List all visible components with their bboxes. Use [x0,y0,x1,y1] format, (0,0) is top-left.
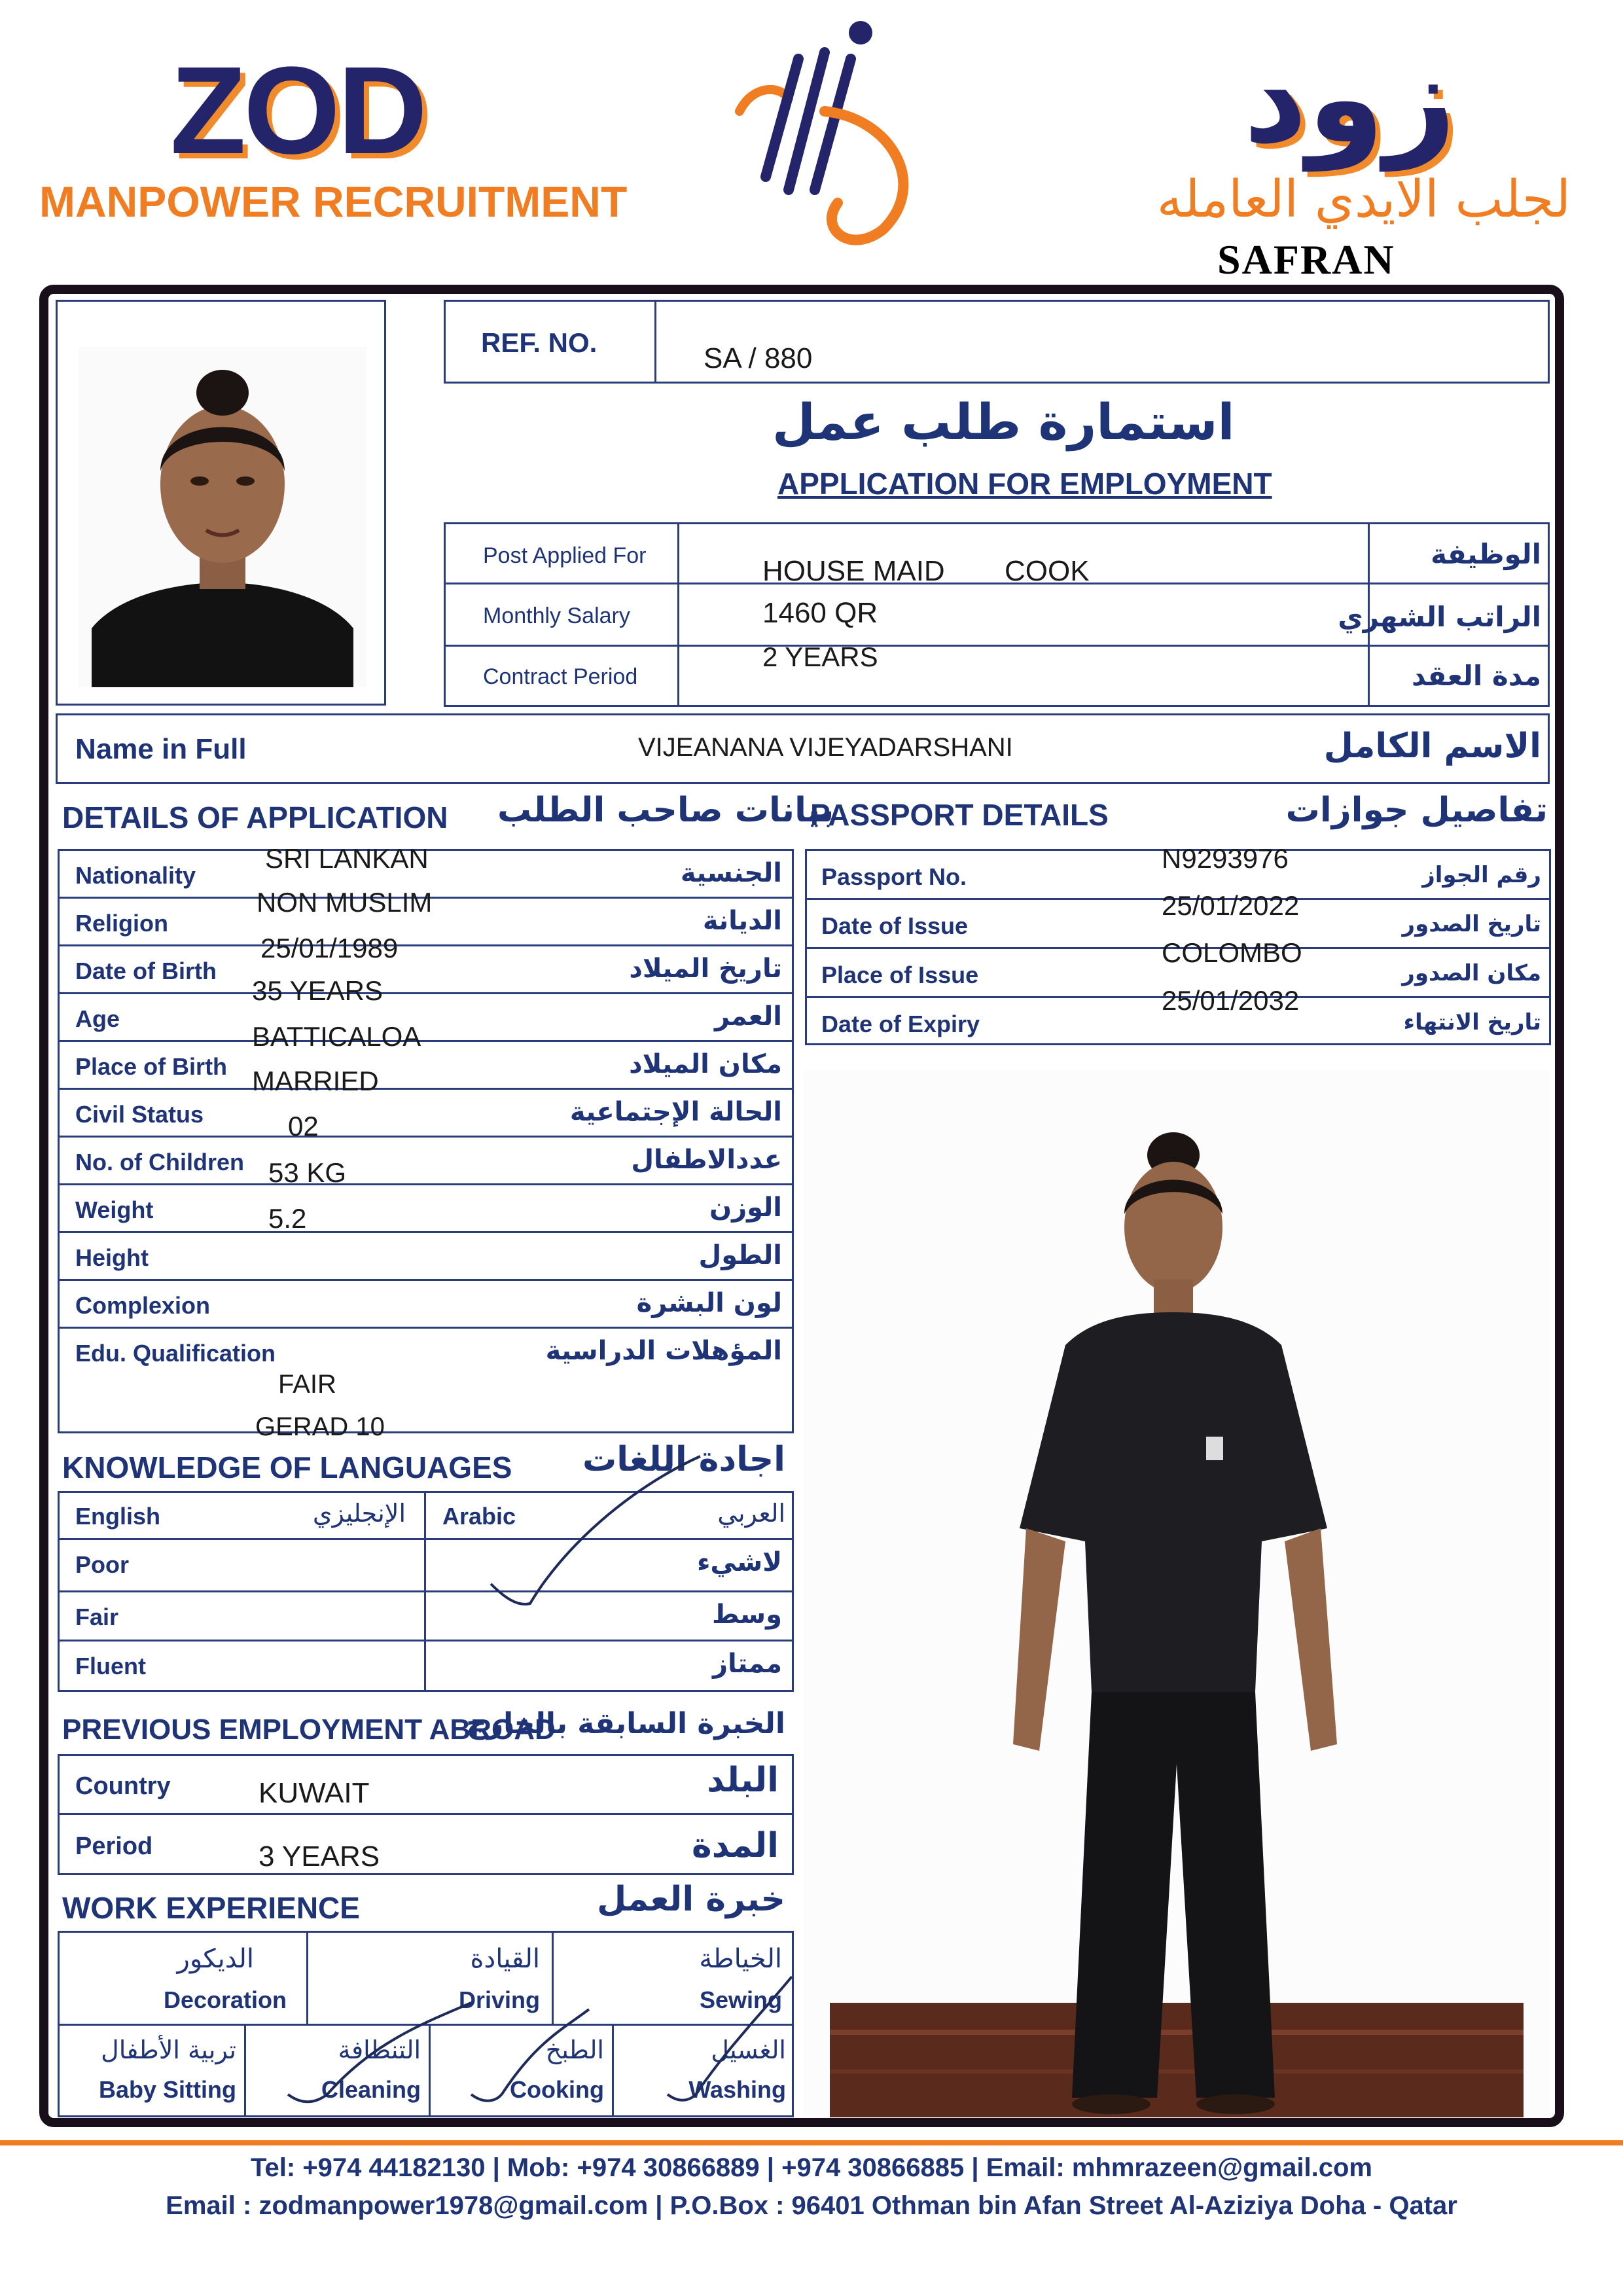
details-row-value: 35 YEARS [252,975,383,1006]
passport-row-label: Date of Expiry [821,1011,980,1037]
details-row-divider [58,1279,794,1281]
footer-divider [0,2140,1623,2145]
details-row-label-arabic: الديانة [702,906,782,936]
brand-logo-icon [726,13,936,262]
details-row-label-arabic: عددالاطفال [631,1145,782,1175]
details-row-divider [58,1088,794,1090]
details-row-label: Age [75,1005,120,1032]
details-row-label-arabic: العمر [714,1001,782,1031]
passport-row-label: Date of Issue [821,912,969,939]
work-item-label: Cooking [510,2076,604,2103]
name-value: VIJEANANA VIJEYADARSHANI [638,733,1013,762]
details-row-value: 02 [288,1111,319,1141]
post-label: Post Applied For [483,543,647,568]
passport-row-value: 25/01/2022 [1162,890,1300,921]
brand-subtitle: MANPOWER RECRUITMENT [39,177,628,226]
details-row-divider [58,1183,794,1185]
english-label-arabic: الإنجليزي [312,1499,406,1528]
passport-row-label: Passport No. [821,863,967,890]
arabic-label: Arabic [442,1503,516,1530]
details-row-label: Weight [75,1196,154,1223]
details-row-label: Edu. Qualification [75,1340,276,1367]
edu-value: GERAD 10 [255,1412,385,1441]
details-row-divider [58,992,794,994]
work-item-label: Baby Sitting [98,2076,236,2103]
arabic-fair-check-icon [484,1450,707,1613]
details-row-label-arabic: الوزن [709,1193,782,1223]
english-label: English [75,1503,161,1530]
details-row-label: Nationality [75,862,196,889]
passport-row-label-arabic: مكان الصدور [1402,960,1541,986]
passport-row-label-arabic: تاريخ الصدور [1402,911,1541,937]
form-title-english: APPLICATION FOR EMPLOYMENT [777,467,1272,501]
ref-value: SA / 880 [704,342,813,374]
footer-line-1: Tel: +974 44182130 | Mob: +974 30866889 | +974 30866885 | Email: mhmrazeen@gmail.com [251,2153,1372,2182]
work-item-label: Decoration [163,1986,287,2013]
details-section-title-arabic: بيانات صاحب الطلب [497,791,834,830]
language-level-label-arabic: لاشيء [696,1547,782,1577]
details-row-value: 5.2 [268,1203,307,1234]
language-level-label: Fluent [75,1653,146,1679]
language-level-label: Fair [75,1604,119,1630]
details-row-label-arabic: مكان الميلاد [629,1049,782,1079]
details-row-divider [58,1231,794,1233]
period-value: 3 YEARS [259,1840,380,1873]
post-label-arabic: الوظيفة [1431,538,1541,570]
period-label-arabic: المدة [692,1826,779,1865]
language-level-label-arabic: ممتاز [713,1649,782,1679]
passport-row-value: COLOMBO [1162,937,1302,968]
work-section-title-arabic: خبرة العمل [597,1880,785,1919]
contract-label: Contract Period [483,664,638,689]
work-item-arabic: الغسيل [711,2036,786,2064]
previous-section-title-arabic: الخبرة السابقة بالخارج [466,1707,785,1740]
salary-value: 1460 QR [762,597,878,629]
previous-section-title: PREVIOUS EMPLOYMENT ABROAD [62,1713,556,1746]
details-row-label-arabic: الجنسية [680,858,782,888]
form-title-arabic: استمارة طلب عمل [772,393,1235,451]
language-level-label-arabic: وسط [711,1600,782,1630]
details-row-divider [58,1327,794,1329]
details-section-title: DETAILS OF APPLICATION [62,800,448,834]
details-row-divider [58,944,794,946]
work-item-arabic: التنظافة [338,2036,421,2064]
period-label: Period [75,1833,153,1860]
passport-row-label: Place of Issue [821,961,979,988]
work-item-label: Cleaning [321,2076,421,2103]
work-item-label: Washing [688,2076,786,2103]
salary-label: Monthly Salary [483,603,630,628]
contract-label-arabic: مدة العقد [1411,660,1541,692]
details-row-label: Date of Birth [75,958,217,984]
applicant-full-photo [804,1070,1550,2117]
work-item-arabic: تربية الأطفال [101,2036,236,2064]
details-row-label-arabic: الطول [698,1240,782,1270]
applicant-headshot [79,347,366,687]
work-item-arabic: الديكور [177,1944,254,1974]
complexion-value: FAIR [278,1370,336,1399]
arabic-label-arabic: العربي [717,1499,785,1528]
details-row-divider [58,1040,794,1042]
language-level-label: Poor [75,1551,130,1578]
details-row-divider [58,1136,794,1138]
details-row-value: NON MUSLIM [257,887,433,918]
country-value: KUWAIT [259,1777,370,1809]
work-item-arabic: القيادة [470,1944,540,1974]
passport-row-label-arabic: رقم الجواز [1422,862,1541,888]
details-row-label-arabic: الحالة الإجتماعية [569,1097,782,1127]
details-row-label: Place of Birth [75,1053,228,1080]
details-row-label-arabic: لون البشرة [636,1288,782,1318]
details-row-label: Religion [75,910,168,937]
details-row-value: 53 KG [268,1157,347,1188]
name-label-arabic: الاسم الكامل [1323,726,1541,766]
work-check-marks-icon [275,1964,798,2108]
brand-logo-text: ZOD [170,41,425,180]
languages-section-title-arabic: اجادة اللغات [582,1440,785,1479]
safran-label: SAFRAN [1217,236,1395,283]
passport-row-value: N9293976 [1162,843,1289,874]
brand-arabic-tagline: لجلب الايدي العامله [1156,170,1571,229]
work-item-label: Driving [458,1986,540,2013]
post-value-2: COOK [1005,555,1090,587]
contract-value: 2 YEARS [762,641,878,672]
details-row-value: MARRIED [252,1066,379,1096]
brand-arabic-text: زود [1243,26,1456,171]
passport-row-value: 25/01/2032 [1162,985,1300,1016]
work-item-arabic: الخياطة [699,1944,782,1974]
details-row-label: Height [75,1244,149,1271]
details-row-value: BATTICALOA [252,1021,421,1052]
details-row-label: No. of Children [75,1149,244,1175]
details-row-label-arabic: تاريخ الميلاد [629,954,782,984]
details-row-label: Complexion [75,1292,211,1319]
country-label: Country [75,1772,171,1800]
footer-line-2: Email : zodmanpower1978@gmail.com | P.O.Box : 96401 Othman bin Afan Street Al-Aziziya Doha - Qatar [166,2191,1457,2220]
name-label: Name in Full [75,733,247,765]
details-row-value: 25/01/1989 [260,933,399,963]
details-row-label-arabic: المؤهلات الدراسية [545,1336,782,1366]
salary-label-arabic: الراتب الشهري [1338,601,1541,633]
country-label-arabic: البلد [707,1761,779,1800]
languages-section-title: KNOWLEDGE OF LANGUAGES [62,1450,512,1484]
work-section-title: WORK EXPERIENCE [62,1891,360,1925]
details-row-label: Civil Status [75,1101,204,1128]
passport-section-title: PASSPORT DETAILS [810,798,1109,832]
details-row-value: SRI LANKAN [265,843,429,874]
passport-row-label-arabic: تاريخ الانتهاء [1403,1009,1541,1035]
ref-label: REF. NO. [481,327,597,358]
work-item-arabic: الطبخ [545,2036,604,2064]
post-value: HOUSE MAID [762,555,945,587]
passport-section-title-arabic: تفاصيل جوازات [1285,791,1548,830]
work-item-label: Sewing [699,1986,782,2013]
